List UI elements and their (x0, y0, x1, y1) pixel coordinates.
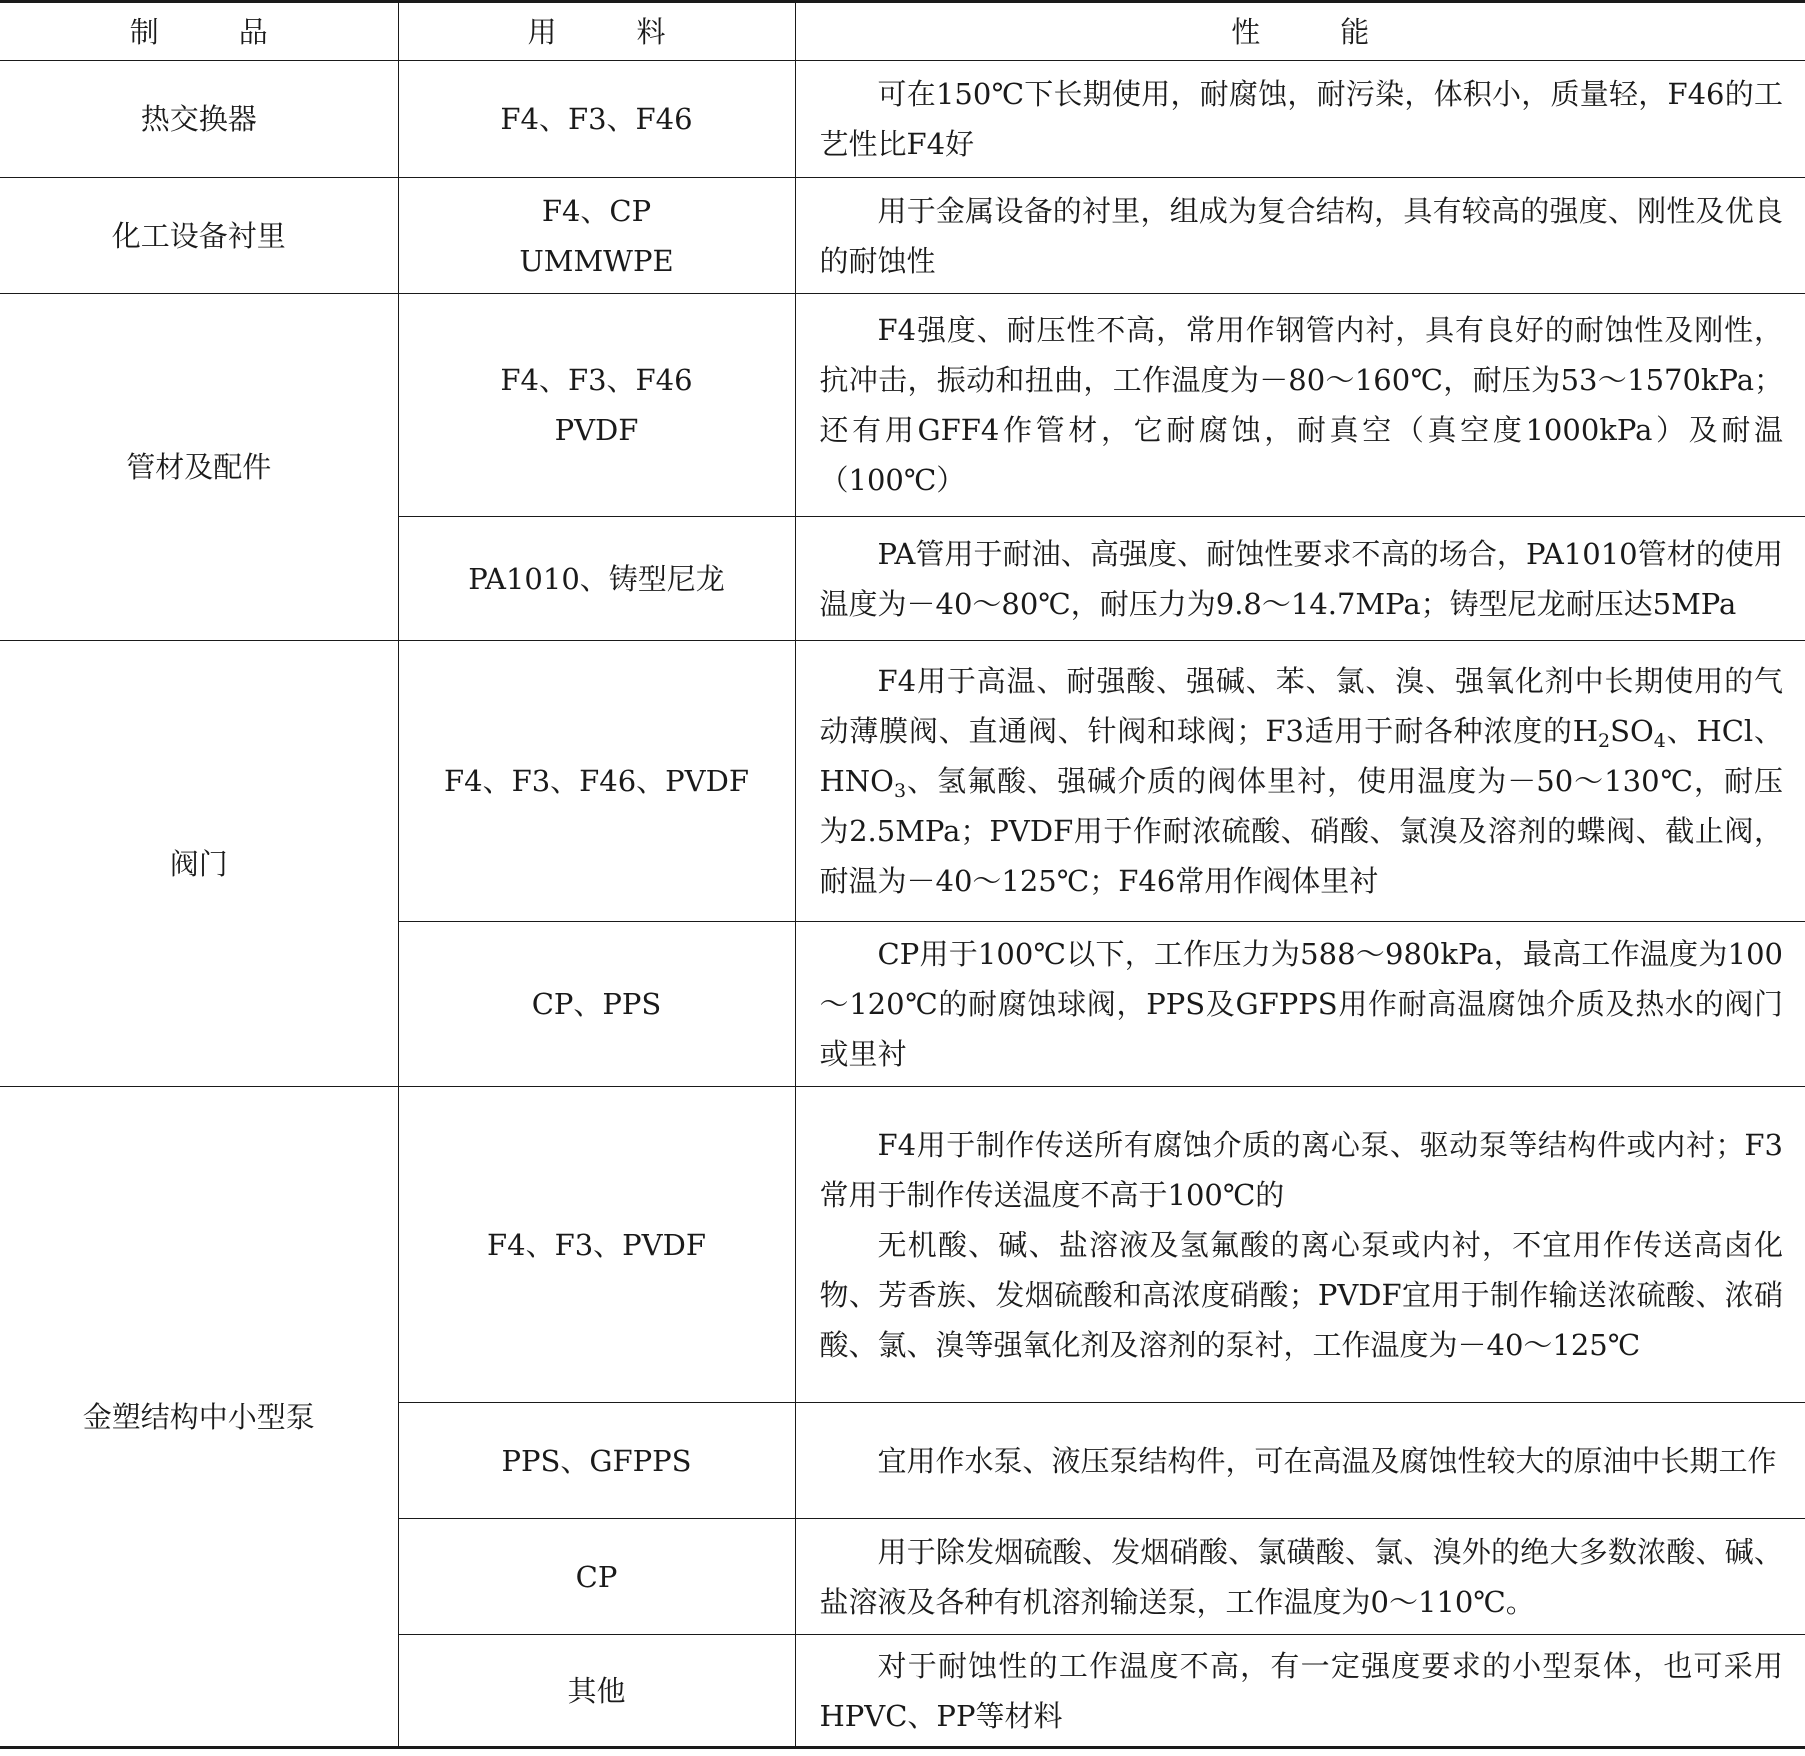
material-cell: F4、F3、F46 (398, 61, 795, 178)
performance-cell (795, 641, 1805, 922)
header-material-char1: 用 (527, 14, 557, 49)
performance-cell (795, 1519, 1805, 1635)
product-cell: 化工设备衬里 (0, 178, 398, 294)
performance-text-part: SO (1610, 714, 1654, 748)
table-row (0, 1087, 1805, 1403)
performance-text-part: F4用于高温、耐强酸、强碱、苯、氯、溴、强氧化剂中长期使用的气动薄膜阀、直通阀、针阀和球阀；F3适用于耐各种浓度的H (819, 664, 1783, 748)
header-performance (795, 2, 1805, 61)
material-cell: CP、PPS (398, 922, 795, 1087)
table-row (0, 294, 1805, 517)
performance-cell (795, 922, 1805, 1087)
performance-cell (795, 1403, 1805, 1519)
material-line: PVDF (554, 413, 639, 447)
material-cell: 其他 (398, 1635, 795, 1748)
subscript: 2 (1598, 730, 1611, 752)
header-performance-char2: 能 (1340, 14, 1370, 49)
material-cell: PA1010、铸型尼龙 (398, 517, 795, 641)
product-cell: 管材及配件 (0, 294, 398, 641)
performance-cell (795, 1087, 1805, 1403)
performance-text: CP用于100℃以下，工作压力为588～980kPa，最高工作温度为100～120℃的耐腐蚀球阀，PPS及GFPPS用作耐高温腐蚀介质及热水的阀门或里衬 (819, 937, 1783, 1071)
material-cell: F4、F3、F46、PVDF (398, 641, 795, 922)
product-cell: 金塑结构中小型泵 (0, 1087, 398, 1748)
performance-text: 对于耐蚀性的工作温度不高，有一定强度要求的小型泵体，也可采用HPVC、PP等材料 (819, 1648, 1783, 1733)
performance-text (820, 656, 1784, 906)
subscript: 4 (1653, 730, 1666, 752)
table-row (0, 641, 1805, 922)
performance-cell (795, 517, 1805, 641)
header-product-char1: 制 (129, 14, 159, 49)
performance-text: 无机酸、碱、盐溶液及氢氟酸的离心泵或内衬，不宜用作传送高卤化物、芳香族、发烟硫酸和高浓度硝酸；PVDF宜用于制作输送浓硫酸、浓硝酸、氯、溴等强氧化剂及溶剂的泵衬，工作温度为－40～125℃ (819, 1227, 1783, 1362)
header-row (0, 2, 1805, 61)
subscript: 3 (893, 780, 907, 802)
performance-text: 宜用作水泵、液压泵结构件，可在高温及腐蚀性较大的原油中长期工作 (877, 1443, 1777, 1478)
material-cell (398, 294, 795, 517)
performance-text: 用于除发烟硫酸、发烟硝酸、氯磺酸、氯、溴外的绝大多数浓酸、碱、盐溶液及各种有机溶剂输送泵，工作温度为0～110℃。 (819, 1534, 1783, 1619)
performance-text: F4用于制作传送所有腐蚀介质的离心泵、驱动泵等结构件或内衬；F3常用于制作传送温度不高于100℃的 (819, 1127, 1783, 1212)
performance-text: 用于金属设备的衬里，组成为复合结构，具有较高的强度、刚性及优良的耐蚀性 (819, 193, 1783, 278)
material-line: UMMWPE (519, 243, 674, 278)
performance-text: 可在150℃下长期使用，耐腐蚀，耐污染，体积小，质量轻，F46的工艺性比F4好 (819, 77, 1783, 161)
material-cell: PPS、GFPPS (398, 1403, 795, 1519)
material-cell: F4、F3、PVDF (398, 1087, 795, 1403)
material-line: F4、CP (541, 193, 652, 228)
table-row (0, 61, 1805, 178)
product-cell: 阀门 (0, 641, 398, 1087)
performance-text: PA管用于耐油、高强度、耐蚀性要求不高的场合，PA1010管材的使用温度为－40～80℃，耐压力为9.8～14.7MPa；铸型尼龙耐压达5MPa (819, 536, 1783, 621)
header-performance-char1: 性 (1231, 14, 1261, 49)
header-product-char2: 品 (238, 14, 268, 49)
performance-text: F4强度、耐压性不高，常用作钢管内衬，具有良好的耐蚀性及刚性，抗冲击，振动和扭曲，工作温度为－80～160℃，耐压为53～1570kPa；还有用GFF4作管材，它耐腐蚀，耐真空（真空度1000kPa）及耐温（100℃） (819, 313, 1783, 497)
performance-cell (795, 294, 1805, 517)
header-product (0, 2, 398, 61)
material-line: F4、F3、F46 (500, 363, 693, 397)
performance-text-part: 、氢氟酸、强碱介质的阀体里衬，使用温度为－50～130℃，耐压为2.5MPa；PVDF用于作耐浓硫酸、硝酸、氯溴及溶剂的蝶阀、截止阀，耐温为－40～125℃；F46常用作阀体里衬 (819, 764, 1783, 898)
performance-cell (795, 178, 1805, 294)
performance-cell (795, 1635, 1805, 1748)
header-material (398, 2, 795, 61)
product-cell: 热交换器 (0, 61, 398, 178)
table-row (0, 178, 1805, 294)
performance-cell (795, 61, 1805, 178)
material-cell (398, 178, 795, 294)
header-material-char2: 料 (636, 14, 666, 49)
material-cell: CP (398, 1519, 795, 1635)
performance-text-part: 、HCl、HNO (819, 714, 1783, 798)
